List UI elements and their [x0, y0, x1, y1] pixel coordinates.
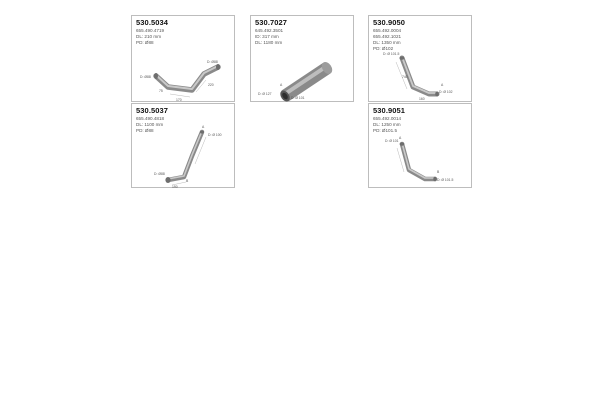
pipe-drawing	[132, 104, 236, 189]
oem-number: 655.490.4719	[136, 28, 165, 33]
product-card-530-5037[interactable]	[131, 103, 235, 188]
diameter-spec: PD: Ø101.5	[373, 128, 398, 133]
dim-label: D: Ø 101	[291, 96, 305, 100]
part-number: 530.7027	[255, 18, 288, 27]
length-spec: DL: 210 mm	[136, 34, 162, 39]
dim-label: A	[441, 83, 444, 87]
oem-number: 655.492.0014	[373, 116, 402, 121]
dim-label: D: Ø 101.5	[437, 178, 454, 182]
pipe-drawing	[251, 16, 355, 103]
length-spec: DL: 1350 mm	[373, 40, 401, 45]
diameter-spec: PD: Ø88	[136, 40, 154, 45]
pipe-drawing	[369, 16, 473, 103]
dim-label: 160	[419, 97, 425, 101]
part-number: 530.5034	[136, 18, 169, 27]
product-card-530-9050[interactable]	[368, 15, 472, 102]
dim-label: 190	[172, 185, 178, 189]
dim-label: 75	[159, 89, 163, 93]
dim-label: D: Ø 127	[258, 92, 272, 96]
dim-label: B	[437, 170, 440, 174]
diameter-spec: PD: Ø102	[373, 46, 394, 51]
length-spec: DL: 1250 mm	[373, 122, 401, 127]
inner-diameter-spec: ID: 317 mm	[255, 34, 279, 39]
dim-label: B	[186, 179, 189, 183]
part-number: 530.9051	[373, 106, 406, 115]
length-spec: DL: 1100 mm	[136, 122, 164, 127]
pipe-drawing	[132, 16, 236, 103]
oem-number: 655.492.0004	[373, 28, 402, 33]
dim-label: D: Ø88	[140, 75, 151, 79]
product-card-530-9051[interactable]	[368, 103, 472, 188]
part-number: 530.5037	[136, 106, 169, 115]
dim-label: 740	[402, 75, 408, 79]
dim-label: D: Ø88	[207, 60, 218, 64]
diameter-spec: PD: Ø88	[136, 128, 154, 133]
dim-label: A	[399, 136, 402, 140]
dim-label: 220	[208, 83, 214, 87]
dim-label: D: Ø 102	[439, 90, 453, 94]
pipe-drawing	[369, 104, 473, 189]
part-number: 530.9050	[373, 18, 406, 27]
dim-label: A	[202, 125, 205, 129]
product-card-530-5034[interactable]	[131, 15, 235, 102]
dim-label: D: Ø 101.5	[383, 52, 400, 56]
oem-number: 655.492.1021	[373, 34, 402, 39]
product-card-530-7027[interactable]	[250, 15, 354, 102]
dim-label: D: Ø88	[154, 172, 165, 176]
oem-number: 655.490.4818	[136, 116, 165, 121]
dim-label: A	[280, 83, 283, 87]
length-spec: DL: 1180 mm	[255, 40, 283, 45]
dim-label: 170	[176, 98, 182, 102]
dim-label: D: Ø 100	[208, 133, 222, 137]
oem-number: 645.492.3501	[255, 28, 284, 33]
dim-label: D: Ø 101	[385, 139, 399, 143]
